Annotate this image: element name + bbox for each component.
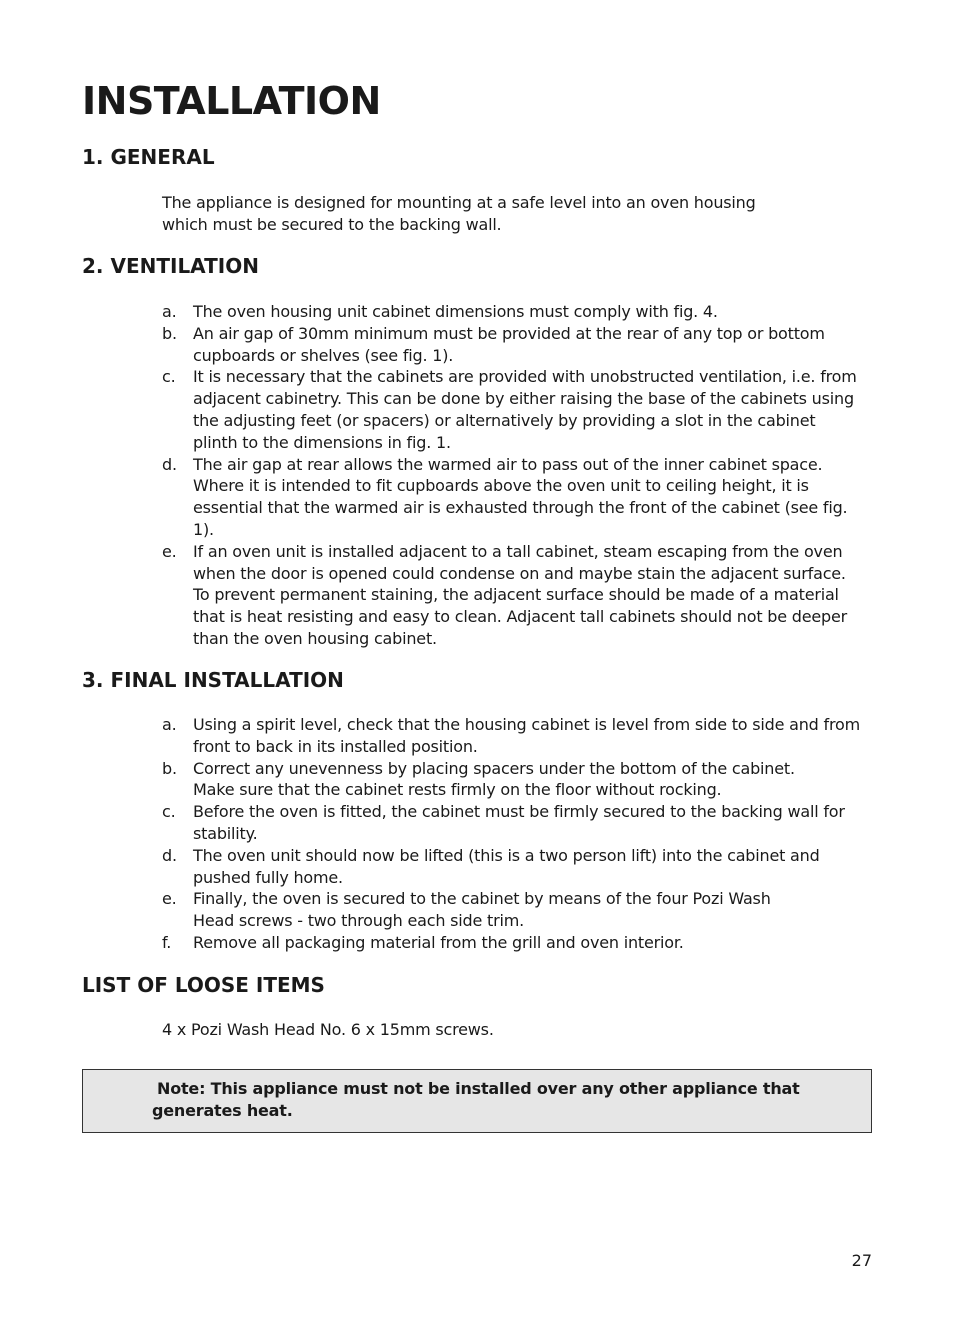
ventilation-list [162,301,872,650]
list-item [162,932,872,954]
list-item-line: the adjusting feet (or spacers) or alternatively by providing a slot in the cabinet [193,410,816,430]
general-paragraph [162,192,756,236]
list-item [162,541,872,650]
list-item-letter: b. [162,323,177,343]
list-item-line: essential that the warmed air is exhausted through the front of the cabinet (see fig. [193,498,848,518]
list-item-letter: a. [162,715,177,734]
general-line-2: which must be secured to the backing wall. [162,214,502,234]
list-item-line: It is necessary that the cabinets are provided with unobstructed ventilation, i.e. from [193,367,857,387]
list-item-letter: e. [162,889,177,909]
list-item-line: Using a spirit level, check that the housing cabinet is level from side to side and from [193,715,860,734]
list-item-letter: d. [162,845,177,865]
note-text [152,1078,837,1122]
list-item [162,714,872,758]
list-item-line: front to back in its installed position. [193,736,478,756]
list-item [162,454,872,541]
ventilation-heading: 2. VENTILATION [82,254,259,278]
list-item-line: when the door is opened could condense on and maybe stain the adjacent surface. [193,563,846,583]
list-item [162,888,872,932]
list-item-line: Head screws - two through each side trim. [193,911,524,931]
list-item-line: stability. [193,823,258,843]
general-heading: 1. GENERAL [82,145,215,169]
list-item [162,801,872,845]
general-line-1: The appliance is designed for mounting at a safe level into an oven housing [162,193,756,212]
list-item-letter: d. [162,454,177,474]
list-item-line: Correct any unevenness by placing spacers under the bottom of the cabinet. [193,758,795,778]
page-number: 27 [851,1251,872,1270]
page-title: INSTALLATION [82,79,381,123]
list-item-letter: a. [162,302,177,321]
final-installation-list [162,714,872,954]
list-item-line: pushed fully home. [193,867,343,887]
note-line-1: Note: This appliance must not be installed over any other appliance that [157,1079,800,1098]
list-item-line: If an oven unit is installed adjacent to a tall cabinet, steam escaping from the oven [193,541,843,561]
list-item-line: Before the oven is fitted, the cabinet must be firmly secured to the backing wall for [193,802,845,822]
list-item [162,845,872,889]
list-item-line: Remove all packaging material from the grill and oven interior. [193,932,684,952]
list-item [162,301,872,323]
list-item-letter: c. [162,367,176,387]
note-box [82,1069,872,1133]
list-item-line: Where it is intended to fit cupboards above the oven unit to ceiling height, it is [193,476,809,496]
list-item-line: The air gap at rear allows the warmed air to pass out of the inner cabinet space. [193,454,823,474]
list-item [162,323,872,367]
list-item-line: Finally, the oven is secured to the cabinet by means of the four Pozi Wash [193,889,771,909]
list-item-line: plinth to the dimensions in fig. 1. [193,432,451,452]
list-item-letter: c. [162,802,176,822]
list-item-line: 1). [193,519,214,539]
loose-items-text: 4 x Pozi Wash Head No. 6 x 15mm screws. [162,1020,494,1039]
list-item [162,366,872,453]
list-item-line: adjacent cabinetry. This can be done by either raising the base of the cabinets using [193,389,854,409]
list-item-line: The oven unit should now be lifted (this is a two person lift) into the cabinet and [193,845,820,865]
note-line-2: generates heat. [152,1100,293,1120]
list-item-line: An air gap of 30mm minimum must be provided at the rear of any top or bottom [193,323,825,343]
list-item-line: that is heat resisting and easy to clean. Adjacent tall cabinets should not be deeper [193,607,848,627]
list-item-letter: b. [162,758,177,778]
list-item-letter: f. [162,932,172,952]
list-item-line: than the oven housing cabinet. [193,628,437,648]
list-item-line: The oven housing unit cabinet dimensions must comply with fig. 4. [193,302,718,321]
list-item-line: To prevent permanent staining, the adjacent surface should be made of a material [193,585,839,605]
final-installation-heading: 3. FINAL INSTALLATION [82,668,344,692]
list-item-line: cupboards or shelves (see fig. 1). [193,345,454,365]
list-item [162,758,872,802]
list-item-letter: e. [162,541,177,561]
list-item-line: Make sure that the cabinet rests firmly on the floor without rocking. [193,780,722,800]
loose-items-heading: LIST OF LOOSE ITEMS [82,973,325,997]
